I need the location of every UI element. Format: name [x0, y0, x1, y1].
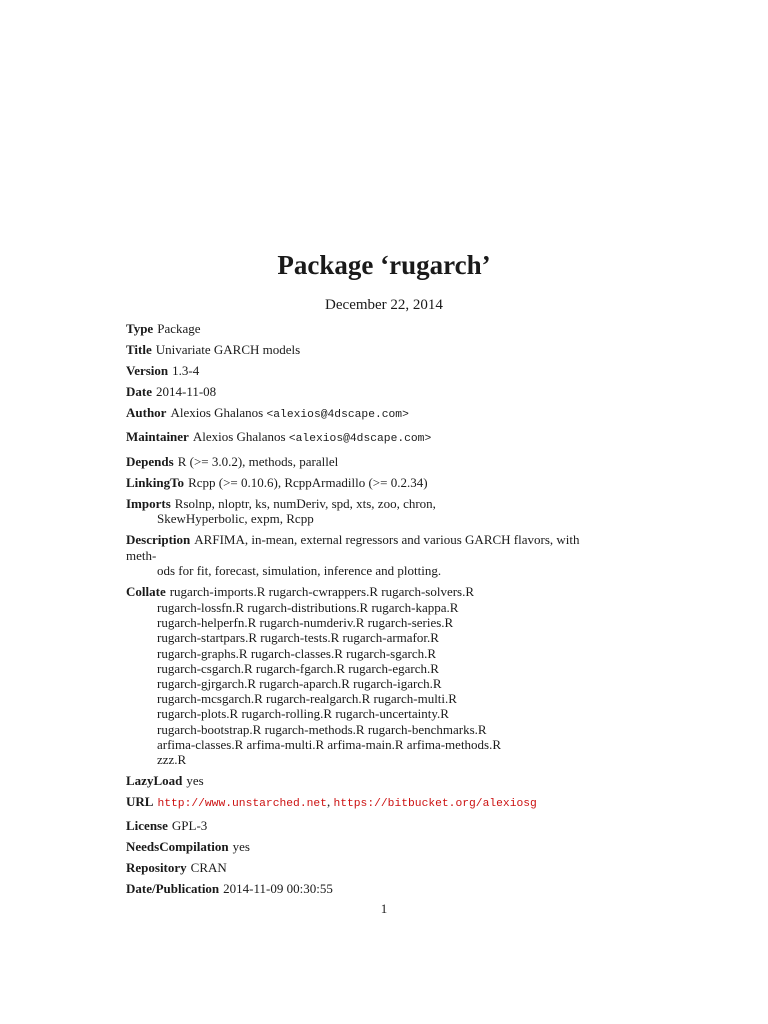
url-link-bitbucket[interactable]: https://bitbucket.org/alexiosg	[333, 797, 537, 810]
field-value: GPL-3	[171, 817, 208, 833]
collate-line: rugarch-helperfn.R rugarch-numderiv.R rugarch-series.R	[157, 615, 454, 631]
field-url	[126, 794, 606, 813]
field-label: Type	[126, 321, 154, 336]
page-title: Package ‘rugarch’	[277, 250, 491, 280]
field-value: 2014-11-08	[156, 384, 217, 400]
field-label: Description	[126, 532, 191, 548]
field-value: ARFIMA, in-mean, external regressors and various GARCH flavors, with meth-	[126, 532, 580, 563]
field-label: Imports	[126, 495, 171, 511]
field-collate	[126, 584, 606, 767]
field-type	[126, 321, 606, 337]
url-separator: ,	[326, 793, 331, 809]
field-label: Author	[126, 405, 167, 421]
field-value: R (>= 3.0.2), methods, parallel	[177, 453, 339, 469]
field-value: CRAN	[190, 860, 227, 876]
collate-line: rugarch-startpars.R rugarch-tests.R rugarch-armafor.R	[157, 630, 439, 646]
field-value-continued: SkewHyperbolic, expm, Rcpp	[157, 511, 314, 527]
collate-line: rugarch-lossfn.R rugarch-distributions.R rugarch-kappa.R	[157, 599, 459, 615]
field-value: Alexios Ghalanos	[192, 429, 286, 445]
field-label: Date/Publication	[126, 881, 220, 897]
field-linkingto	[126, 475, 606, 491]
field-value: Alexios Ghalanos	[170, 405, 264, 421]
collate-line: arfima-classes.R arfima-multi.R arfima-main.R arfima-methods.R	[157, 736, 502, 752]
collate-line: rugarch-graphs.R rugarch-classes.R rugarch-sgarch.R	[157, 645, 437, 661]
field-label: URL	[126, 793, 154, 809]
field-label: LazyLoad	[126, 772, 183, 788]
field-version	[126, 363, 606, 379]
url-link-unstarched[interactable]: http://www.unstarched.net	[157, 797, 327, 810]
field-label: Title	[126, 342, 152, 358]
field-value: yes	[186, 772, 204, 788]
field-needscompilation	[126, 839, 606, 855]
collate-line: zzz.R	[157, 751, 187, 767]
collate-line: rugarch-plots.R rugarch-rolling.R rugarch-uncertainty.R	[157, 706, 449, 722]
collate-line: rugarch-csgarch.R rugarch-fgarch.R rugarch-egarch.R	[157, 660, 439, 676]
field-label: Maintainer	[126, 429, 189, 445]
field-depends	[126, 454, 606, 470]
field-description	[126, 532, 606, 579]
field-license	[126, 818, 606, 834]
collate-line: rugarch-gjrgarch.R rugarch-aparch.R rugarch-igarch.R	[157, 675, 442, 691]
field-repository	[126, 860, 606, 876]
field-lazyload	[126, 773, 606, 789]
collate-line: rugarch-bootstrap.R rugarch-methods.R rugarch-benchmarks.R	[157, 721, 487, 737]
page-number: 1	[380, 901, 388, 916]
field-label: Collate	[126, 584, 166, 600]
description-fields	[126, 321, 606, 902]
field-author	[126, 405, 606, 424]
field-label: Version	[126, 363, 169, 379]
field-label: NeedsCompilation	[126, 839, 229, 855]
author-email: <alexios@4dscape.com>	[266, 409, 409, 422]
field-value: Package	[157, 321, 201, 336]
field-value: rugarch-imports.R rugarch-cwrappers.R rugarch-solvers.R	[169, 584, 475, 600]
field-date	[126, 384, 606, 400]
field-datepublication	[126, 881, 606, 897]
field-title	[126, 342, 606, 358]
collate-file-list	[157, 600, 606, 767]
field-value: 2014-11-09 00:30:55	[223, 881, 333, 897]
maintainer-email: <alexios@4dscape.com>	[288, 433, 432, 446]
field-label: Depends	[126, 453, 174, 469]
field-value-continued: ods for fit, forecast, simulation, inference and plotting.	[157, 563, 442, 579]
field-label: LinkingTo	[126, 474, 185, 490]
package-date: December 22, 2014	[325, 297, 443, 313]
field-value: Rcpp (>= 0.10.6), RcppArmadillo (>= 0.2.34)	[188, 474, 428, 490]
field-value: 1.3-4	[172, 363, 200, 379]
collate-line: rugarch-mcsgarch.R rugarch-realgarch.R rugarch-multi.R	[157, 691, 457, 707]
field-label: Repository	[126, 860, 187, 876]
field-imports	[126, 496, 606, 527]
field-label: License	[126, 817, 168, 833]
field-value: Rsolnp, nloptr, ks, numDeriv, spd, xts, zoo, chron,	[174, 495, 436, 511]
field-maintainer	[126, 429, 606, 448]
field-value: yes	[232, 839, 250, 855]
field-label: Date	[126, 384, 152, 400]
field-value: Univariate GARCH models	[155, 342, 301, 358]
